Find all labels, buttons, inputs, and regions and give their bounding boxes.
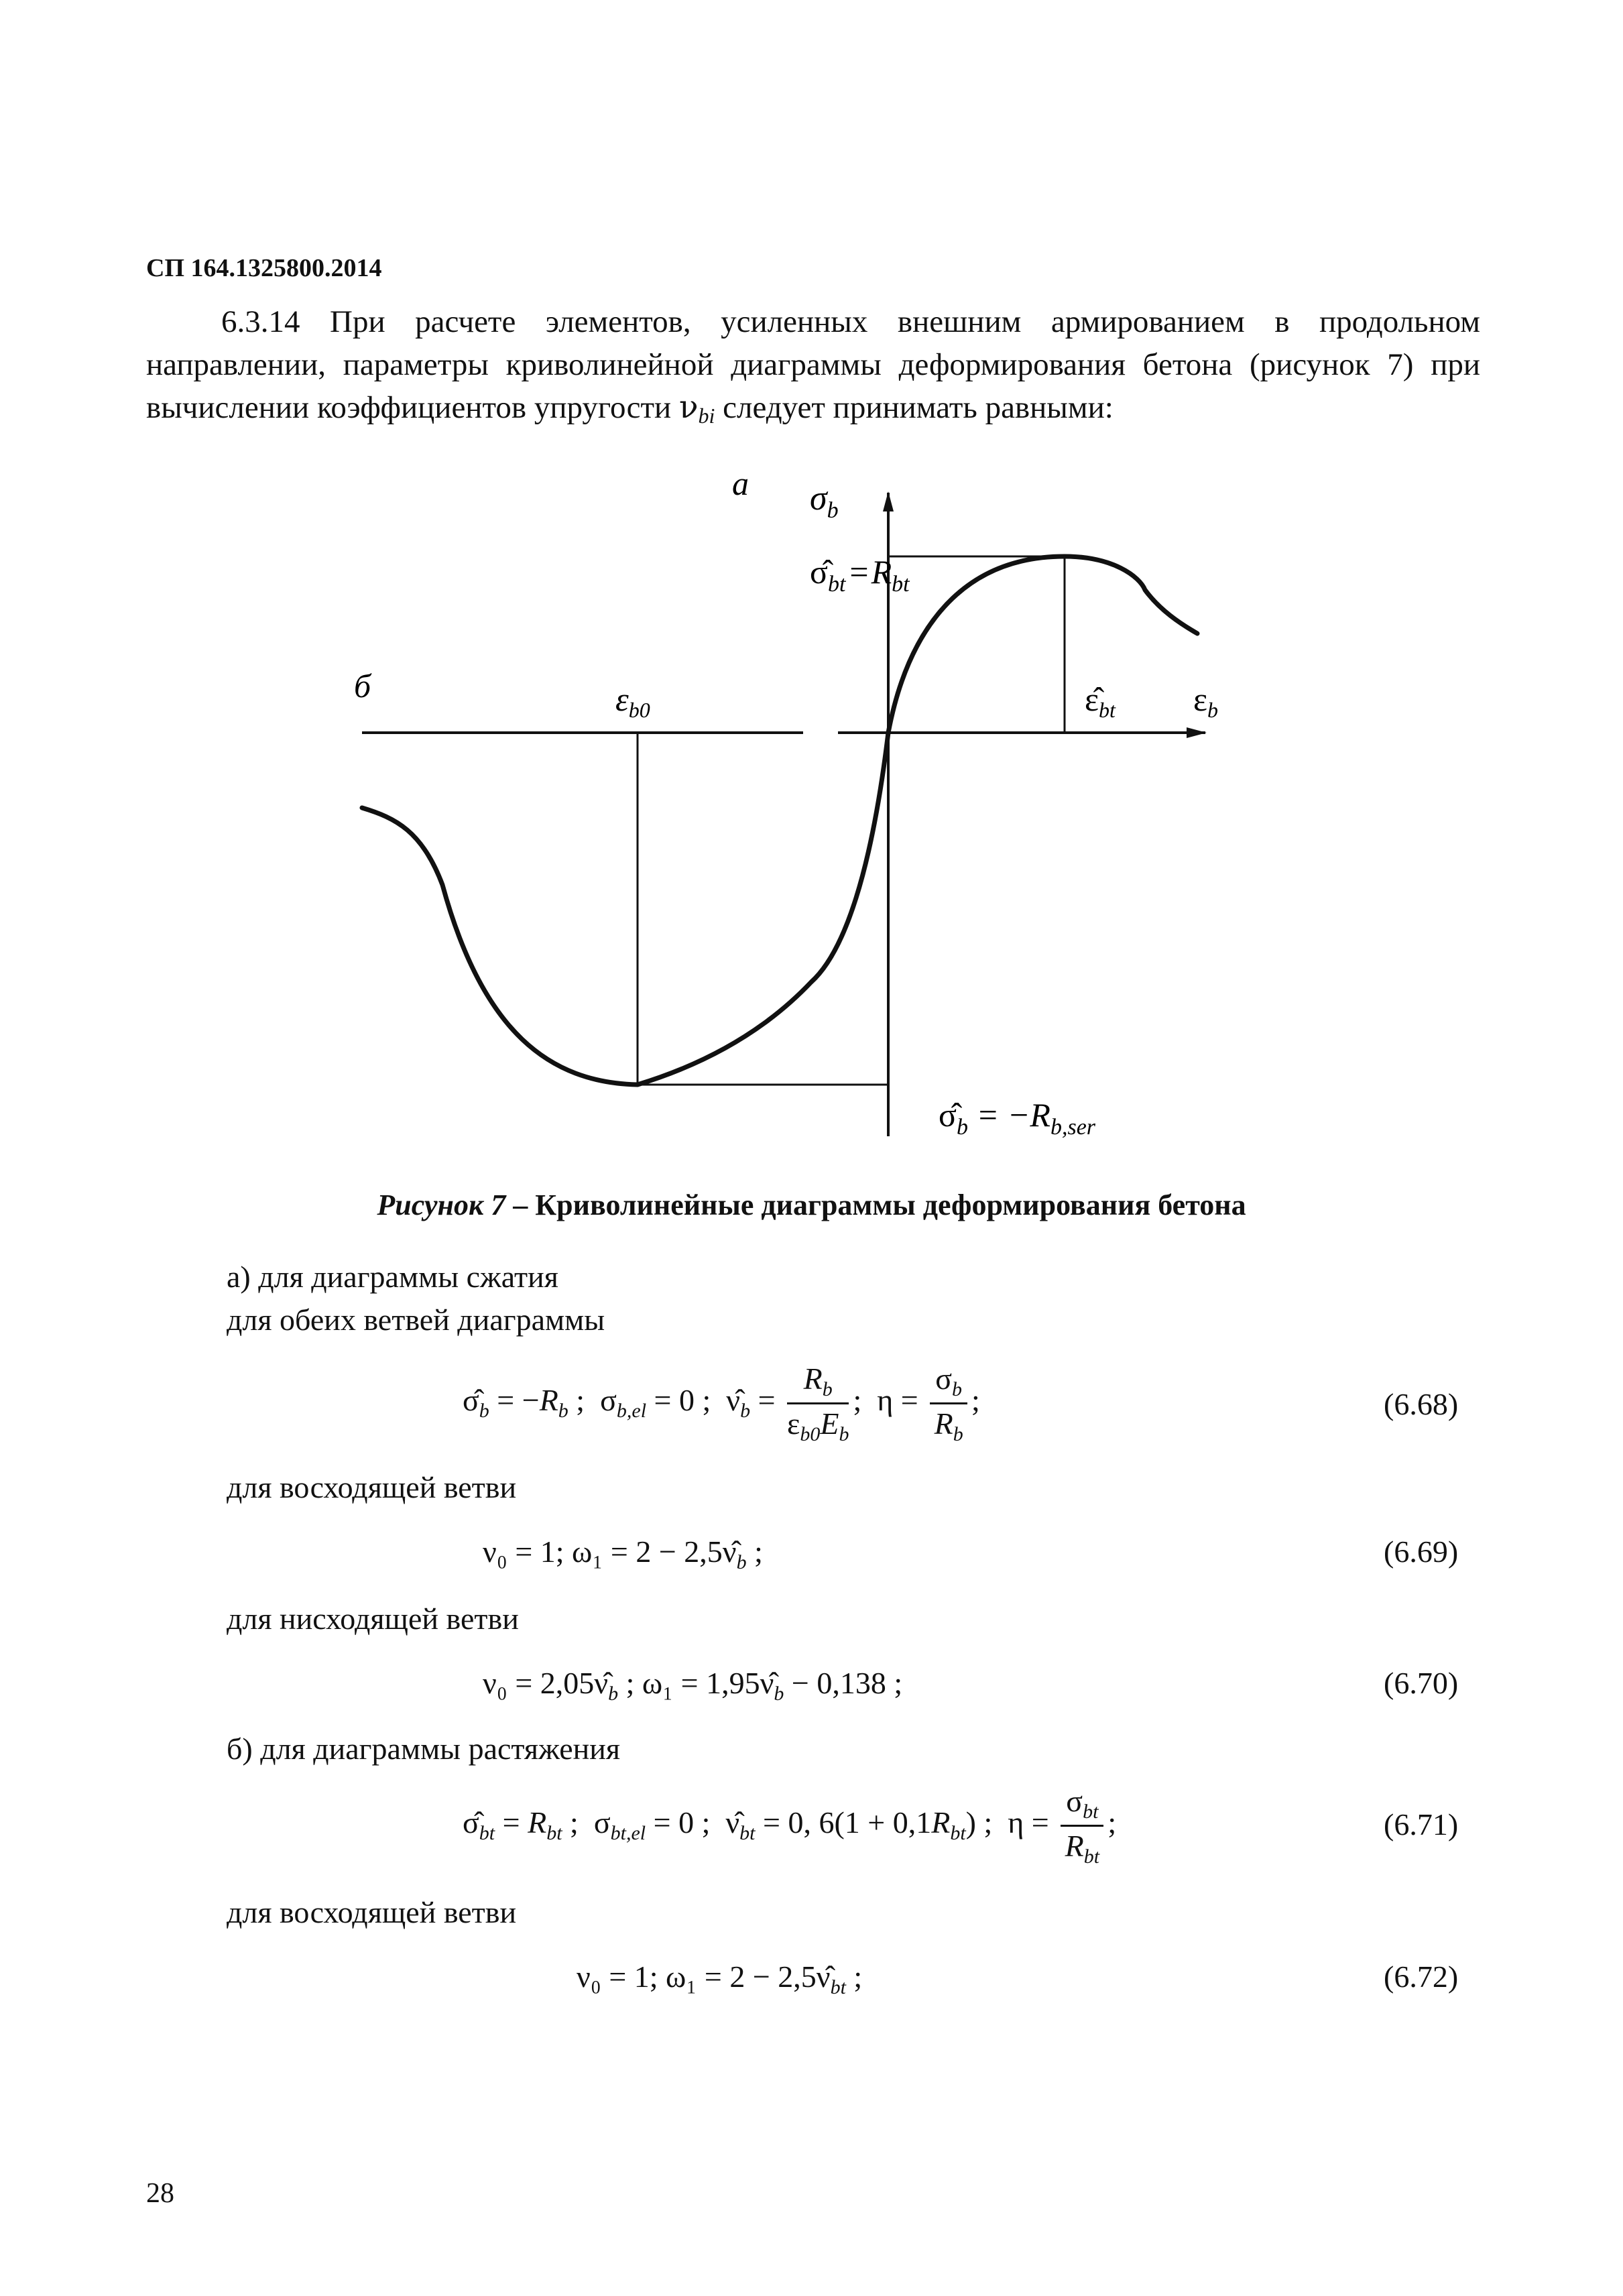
eps-b0-label: $\varepsilon_{b0}$ [615, 680, 650, 722]
eq-number-6-70: (6.70) [1384, 1666, 1459, 1700]
document-code: СП 164.1325800.2014 [146, 254, 382, 282]
equation-6-68: $\sigmâ_b = -R_b$ ; $\sigma_{b,el} = 0$ ; $\nû_b$ = $\frac{R_b}{\varepsilon_{b0}E_b}$ ; η = $\frac{\sigma_b}{R_b}$ ; [463, 1362, 980, 1445]
equation-6-70: $\nu_0 = 2,05\nû_b$ ; $\omega_1 = 1,95\nû_b - 0,138$ ; [483, 1666, 903, 1705]
tension-curve [888, 556, 1197, 733]
equation-6-71: $\sigmâ_{bt} = R_{bt}$ ; $\sigma_{bt,el} = 0$ ; $\nû_{bt} = 0$, $6(1 + 0,1R_{bt})$ ; η = $\frac{\sigma_{bt}}{R_{bt}}$ ; [463, 1784, 1117, 1868]
section-a-title: а) для диаграммы сжатия [227, 1260, 558, 1294]
section-b-title: б) для диаграммы растяжения [227, 1732, 621, 1766]
page-number: 28 [146, 2178, 174, 2209]
y-axis-label: $\sigma_b$ [810, 479, 839, 523]
x-axis-label: $\varepsilon_b$ [1193, 680, 1218, 722]
stress-strain-diagram [0, 456, 1623, 1166]
eq-number-6-69: (6.69) [1384, 1534, 1459, 1569]
eq-number-6-71: (6.71) [1384, 1807, 1459, 1841]
peak-label: $\sigmâ_{bt} =R_{bt}$ [810, 553, 910, 597]
descending-branch-label: для нисходящей ветви [227, 1602, 519, 1636]
paragraph-6-3-14: 6.3.14 При расчете элементов, усиленных внешним армированием в продольном направлении, параметры криволинейной диаграммы деформирования бетона (рисунок 7) при вычислении коэффициентов упругости $\nu_{bi}$ следует принимать равными: [146, 304, 1480, 428]
eps-bt-label: $\varepsilon̂_{bt}$ [1085, 680, 1116, 722]
equation-6-69: ν₀ = 1; $\omega_1 = 2 - 2,5\nû_b$ ; [483, 1534, 763, 1573]
label-a: а [732, 465, 749, 502]
compression-curve [362, 733, 888, 1085]
label-b: б [354, 667, 371, 705]
ascending-branch-label-1: для восходящей ветви [227, 1470, 517, 1504]
equation-6-72: ν₀ = 1; $\omega_1 = 2 - 2,5\nû_{bt}$ ; [577, 1959, 863, 1998]
eq-number-6-68: (6.68) [1384, 1387, 1459, 1421]
eq-number-6-72: (6.72) [1384, 1959, 1459, 1994]
min-label: $\sigmâ_b = -R_{b,ser}$ [939, 1096, 1096, 1140]
figure-caption: Рисунок 7 – Криволинейные диаграммы деформирования бетона [377, 1189, 1246, 1221]
ascending-branch-label-2: для восходящей ветви [227, 1895, 517, 1929]
section-a-sub: для обеих ветвей диаграммы [227, 1303, 605, 1337]
